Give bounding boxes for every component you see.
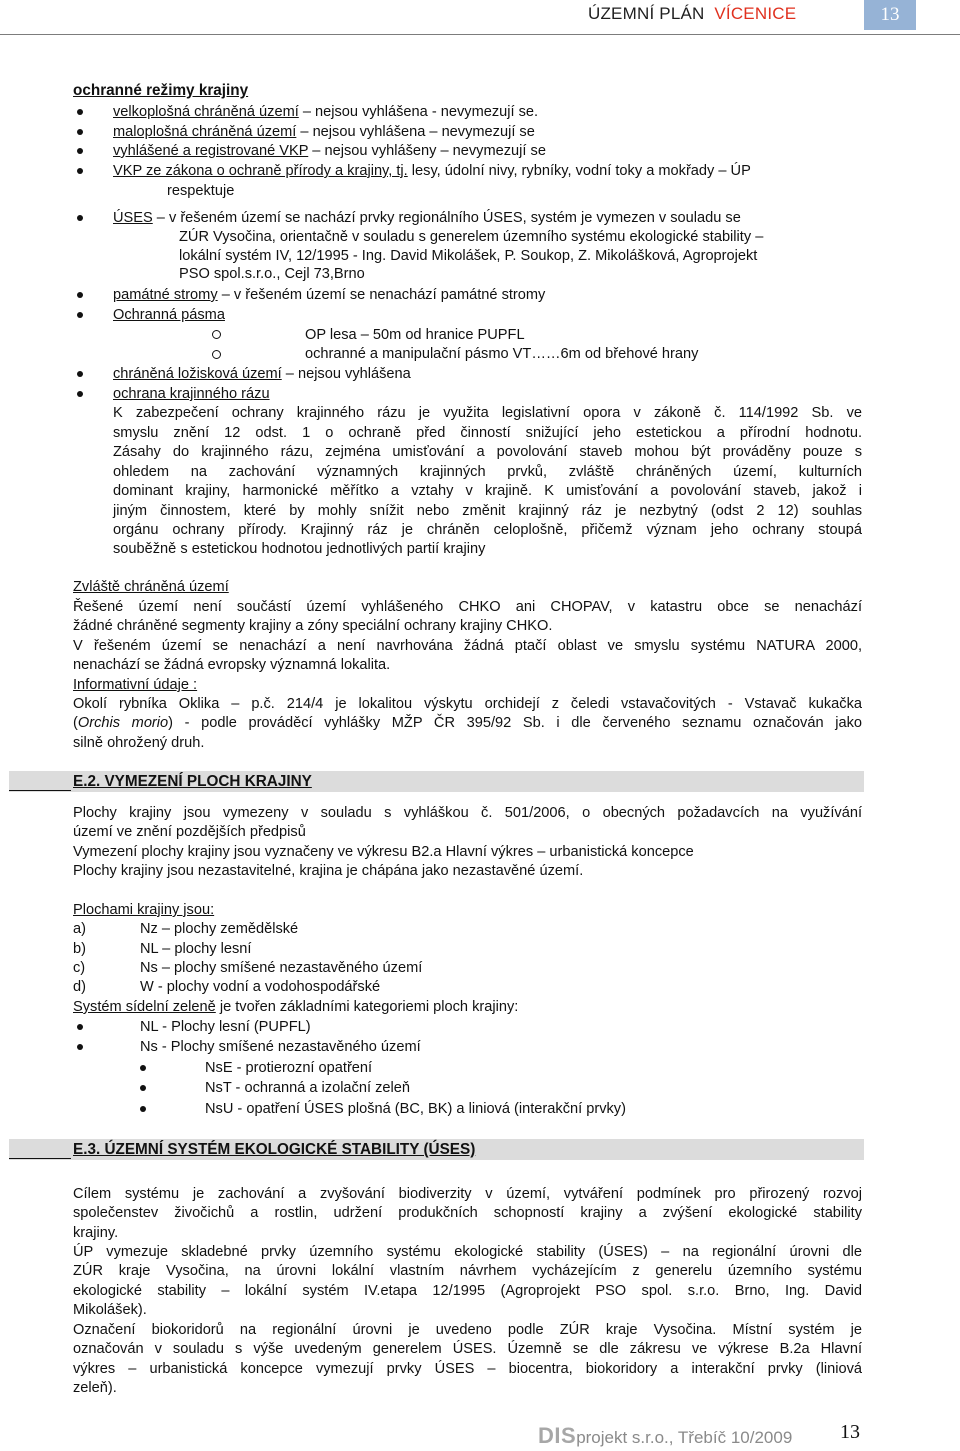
- list-item: [113, 142, 546, 161]
- bullet-icon: [77, 168, 83, 174]
- paragraph-line: Řešené území není součástí území vyhlášeného CHKO ani CHOPAV, v katastru obce se nenachází: [73, 599, 862, 615]
- list-item: [113, 365, 411, 384]
- list-item: [113, 209, 741, 228]
- list-item: Ns - Plochy smíšené nezastavěného území: [140, 1039, 421, 1055]
- bullet-icon: [77, 312, 83, 318]
- informative-data-heading: Informativní údaje :: [73, 677, 198, 693]
- item-term: velkoplošná chráněná území: [113, 104, 299, 120]
- section-heading-e2: [9, 771, 864, 792]
- list-marker: a): [73, 921, 86, 937]
- paragraph-line: jiným činnostem, které by mohly snížit nebo změnit krajinný ráz je nezbytný (odst 2 12) souhlas: [113, 503, 862, 519]
- header-village-name: VÍCENICE: [714, 4, 797, 23]
- paragraph-line: ÚP vymezuje skladebné prvky územního systému ekologické stability (ÚSES) – na regionální úrovni dle: [73, 1244, 862, 1260]
- paragraph-line: Mikolášek).: [73, 1302, 147, 1318]
- footer-company: [538, 1423, 792, 1449]
- bullet-icon: [77, 371, 83, 377]
- bullet-icon: [77, 1024, 83, 1030]
- list-item: Ochranná pásma: [113, 307, 225, 323]
- paragraph-line: Plochy krajiny jsou nezastavitelné, krajina je chápána jako nezastavěné území.: [73, 863, 584, 879]
- list-item: [113, 286, 545, 305]
- bullet-icon: [77, 148, 83, 154]
- footer-page-number: 13: [840, 1421, 860, 1443]
- list-item-continuation: respektuje: [167, 183, 235, 199]
- paragraph-line: Zásahy do krajinného rázu, zejména umisťování a povolování staveb mohou být prováděny pouze s: [113, 444, 862, 460]
- paragraph-line: území ve znění pozdějších předpisů: [73, 824, 306, 840]
- item-term: památné stromy: [113, 287, 218, 303]
- item-term: VKP ze zákona o ochraně přírody a krajiny, tj.: [113, 163, 408, 179]
- section-title: E.2. VYMEZENÍ PLOCH KRAJINY: [73, 773, 312, 790]
- sub-list-item: NsE - protierozní opatření: [205, 1060, 373, 1076]
- paragraph-line: smyslu znění 12 odst. 1 o ochraně před činností snižující jeho estetickou a přírodní hodnotu.: [113, 425, 862, 441]
- item-text: – v řešeném území se nachází prvky regionálního ÚSES, systém je vymezen v souladu se: [152, 210, 741, 226]
- bullet-icon: [77, 215, 83, 221]
- paragraph-line: K zabezpečení ochrany krajinného rázu je využita legislativní opora v zákoně č. 114/1992 Sb. ve: [113, 405, 862, 421]
- section-title: E.3. ÚZEMNÍ SYSTÉM EKOLOGICKÉ STABILITY (ÚSES): [73, 1141, 476, 1158]
- sub-list-item: ochranné a manipulační pásmo VT……6m od břehové hrany: [305, 346, 699, 362]
- term: Systém sídelní zeleně: [73, 999, 216, 1015]
- list-marker: d): [73, 979, 86, 995]
- bullet-icon: [140, 1085, 146, 1091]
- heading-underline: [9, 1158, 71, 1159]
- paragraph-line: Vymezení plochy krajiny jsou vyznačeny ve výkresu B2.a Hlavní výkres – urbanistická koncepce: [73, 844, 694, 860]
- settlement-greenery-line: [73, 998, 518, 1017]
- bullet-icon: [140, 1106, 146, 1112]
- circle-bullet-icon: [212, 330, 221, 339]
- species-latin-name: Orchis morio: [77, 715, 169, 731]
- paragraph-line: označován v souladu s výše uvedeným generelem ÚSES. Územně se dle zákresu ve výkrese B.2a Hlavní: [73, 1341, 862, 1357]
- header-divider: [0, 34, 960, 35]
- list-item: Nz – plochy zemědělské: [140, 921, 299, 937]
- item-text: lesy, údolní nivy, rybníky, vodní toky a mokřady – ÚP: [407, 163, 751, 179]
- paragraph-line: orgánu ochrany přírody. Krajinný ráz je chráněn celoplošně, přičemž význam jeho ochrany stoupá: [113, 522, 862, 538]
- section-heading-specially-protected-areas: Zvláště chráněná území: [73, 579, 229, 595]
- item-term: maloplošná chráněná území: [113, 124, 297, 140]
- heading-underline: [9, 790, 71, 791]
- paragraph-line: výkres – urbanistická koncepce vymezují prvky ÚSES – biocentra, biokoridory a interakční prvky (liniová: [73, 1361, 862, 1377]
- paragraph-line: společenstev živočichů a rostlin, udržení produkčních schopností krajiny a zvýšení ekologické stability: [73, 1205, 862, 1221]
- paragraph-line: Plochy krajiny jsou vymezeny v souladu s vyhláškou č. 501/2006, o obecných požadavcích na využívání: [73, 805, 862, 821]
- list-item: W - plochy vodní a vodohospodářské: [140, 979, 381, 995]
- list-item: [113, 123, 535, 142]
- paren-open: (: [73, 715, 78, 731]
- item-text: – nejsou vyhlášena: [281, 366, 411, 382]
- paragraph-line: Cílem systému je zachování a zvyšování biodiverzity v území, vytváření podmínek pro přirozený rozvoj: [73, 1186, 862, 1202]
- item-term: chráněná ložisková území: [113, 366, 282, 382]
- item-term: ÚSES: [113, 210, 153, 226]
- paragraph-line: nenachází se žádná evropsky významná lokalita.: [73, 657, 391, 673]
- item-term: vyhlášené a registrované VKP: [113, 143, 309, 159]
- list-item: Ns – plochy smíšené nezastavěného území: [140, 960, 423, 976]
- item-text: – v řešeném území se nenachází památné stromy: [217, 287, 546, 303]
- paragraph-line: krajiny.: [73, 1225, 119, 1241]
- paragraph-line: [73, 695, 862, 714]
- bullet-icon: [77, 1044, 83, 1050]
- species-text: ) - podle prováděcí vyhlášky MŽP ČR 395/92 Sb. i dle červeného seznamu označován jako: [168, 715, 862, 731]
- company-logo-text: DIS: [538, 1423, 577, 1448]
- text: je tvořen základními kategoriemi ploch krajiny:: [215, 999, 519, 1015]
- item-text: – nejsou vyhlášeny – nevymezují se: [308, 143, 546, 159]
- locality-text: lokalitou výskytu orchidejí z čeledi vstavačovitých - Vstavač kukačka: [346, 696, 862, 712]
- paragraph-line: V řešeném území se nenachází a není navrhována žádná ptačí oblast ve smyslu systému NATURA 2000,: [73, 638, 862, 654]
- paragraph-line: žádné chráněné segmenty krajiny a zóny speciální ochrany krajiny CHKO.: [73, 618, 553, 634]
- sub-list-item: OP lesa – 50m od hranice PUPFL: [305, 327, 525, 343]
- sub-list-item: NsU - opatření ÚSES plošná (BC, BK) a liniová (interakční prvky): [205, 1101, 626, 1117]
- header-page-number: 13: [864, 0, 916, 30]
- list-item-continuation: lokální systém IV, 12/1995 - Ing. David Mikolášek, P. Soukop, Z. Mikolášková, Agroprojekt: [179, 248, 758, 264]
- locality-name: Okolí rybníka Oklika – p.č. 214/4 je: [73, 696, 347, 712]
- sub-list-item: NsT - ochranná a izolační zeleň: [205, 1080, 410, 1096]
- footer-text: projekt s.r.o., Třebíč 10/2009: [576, 1428, 793, 1447]
- paragraph-line: dominant krajiny, harmonické měřítko a vztahy v krajině. K umisťování a povolování staveb, jakož i: [113, 483, 862, 499]
- paragraph-line: Označení biokoridorů na regionální úrovni je uvedeno podle ZÚR kraje Vysočina. Místní systém je: [73, 1322, 862, 1338]
- bullet-icon: [77, 129, 83, 135]
- list-item-continuation: PSO spol.s.r.o., Cejl 73,Brno: [179, 266, 365, 282]
- list-item: ochrana krajinného rázu: [113, 386, 270, 402]
- paragraph-line: zeleň).: [73, 1380, 117, 1396]
- bullet-icon: [140, 1065, 146, 1071]
- bullet-icon: [77, 391, 83, 397]
- item-text: – nejsou vyhlášena – nevymezují se: [296, 124, 535, 140]
- header-title-text: ÚZEMNÍ PLÁN: [588, 4, 705, 23]
- list-item: NL - Plochy lesní (PUPFL): [140, 1019, 311, 1035]
- paragraph-line: silně ohrožený druh.: [73, 735, 205, 751]
- list-marker: b): [73, 941, 86, 957]
- list-item: [113, 162, 751, 181]
- section-heading-protective-regimes: ochranné režimy krajiny: [73, 82, 249, 99]
- landscape-areas-list-title: Plochami krajiny jsou:: [73, 902, 215, 918]
- list-item-continuation: ZÚR Vysočina, orientačně v souladu s generelem územního systému ekologické stability –: [179, 229, 764, 245]
- list-item: NL – plochy lesní: [140, 941, 252, 957]
- paragraph-line: [73, 714, 862, 733]
- list-marker: c): [73, 960, 86, 976]
- list-item: [113, 103, 538, 122]
- paragraph-line: souběžně s estetickou hodnotou jednotlivých partií krajiny: [113, 541, 486, 557]
- paragraph-line: ohledem na zachování významných krajinných prvků, zvláště chráněných území, kulturních: [113, 464, 862, 480]
- circle-bullet-icon: [212, 350, 221, 359]
- bullet-icon: [77, 109, 83, 115]
- paragraph-line: ekologické stability – lokální systém IV.etapa 12/1995 (Agroprojekt PSO spol. s.r.o. Brno, Ing. David: [73, 1283, 862, 1299]
- item-text: – nejsou vyhlášena - nevymezují se.: [298, 104, 539, 120]
- document-header-title: [588, 4, 796, 24]
- paragraph-line: ZÚR kraje Vysočina, na úrovni lokální vlastním návrhem vycházejícím z generelu územního systému: [73, 1263, 862, 1279]
- section-heading-e3: [9, 1139, 864, 1160]
- bullet-icon: [77, 292, 83, 298]
